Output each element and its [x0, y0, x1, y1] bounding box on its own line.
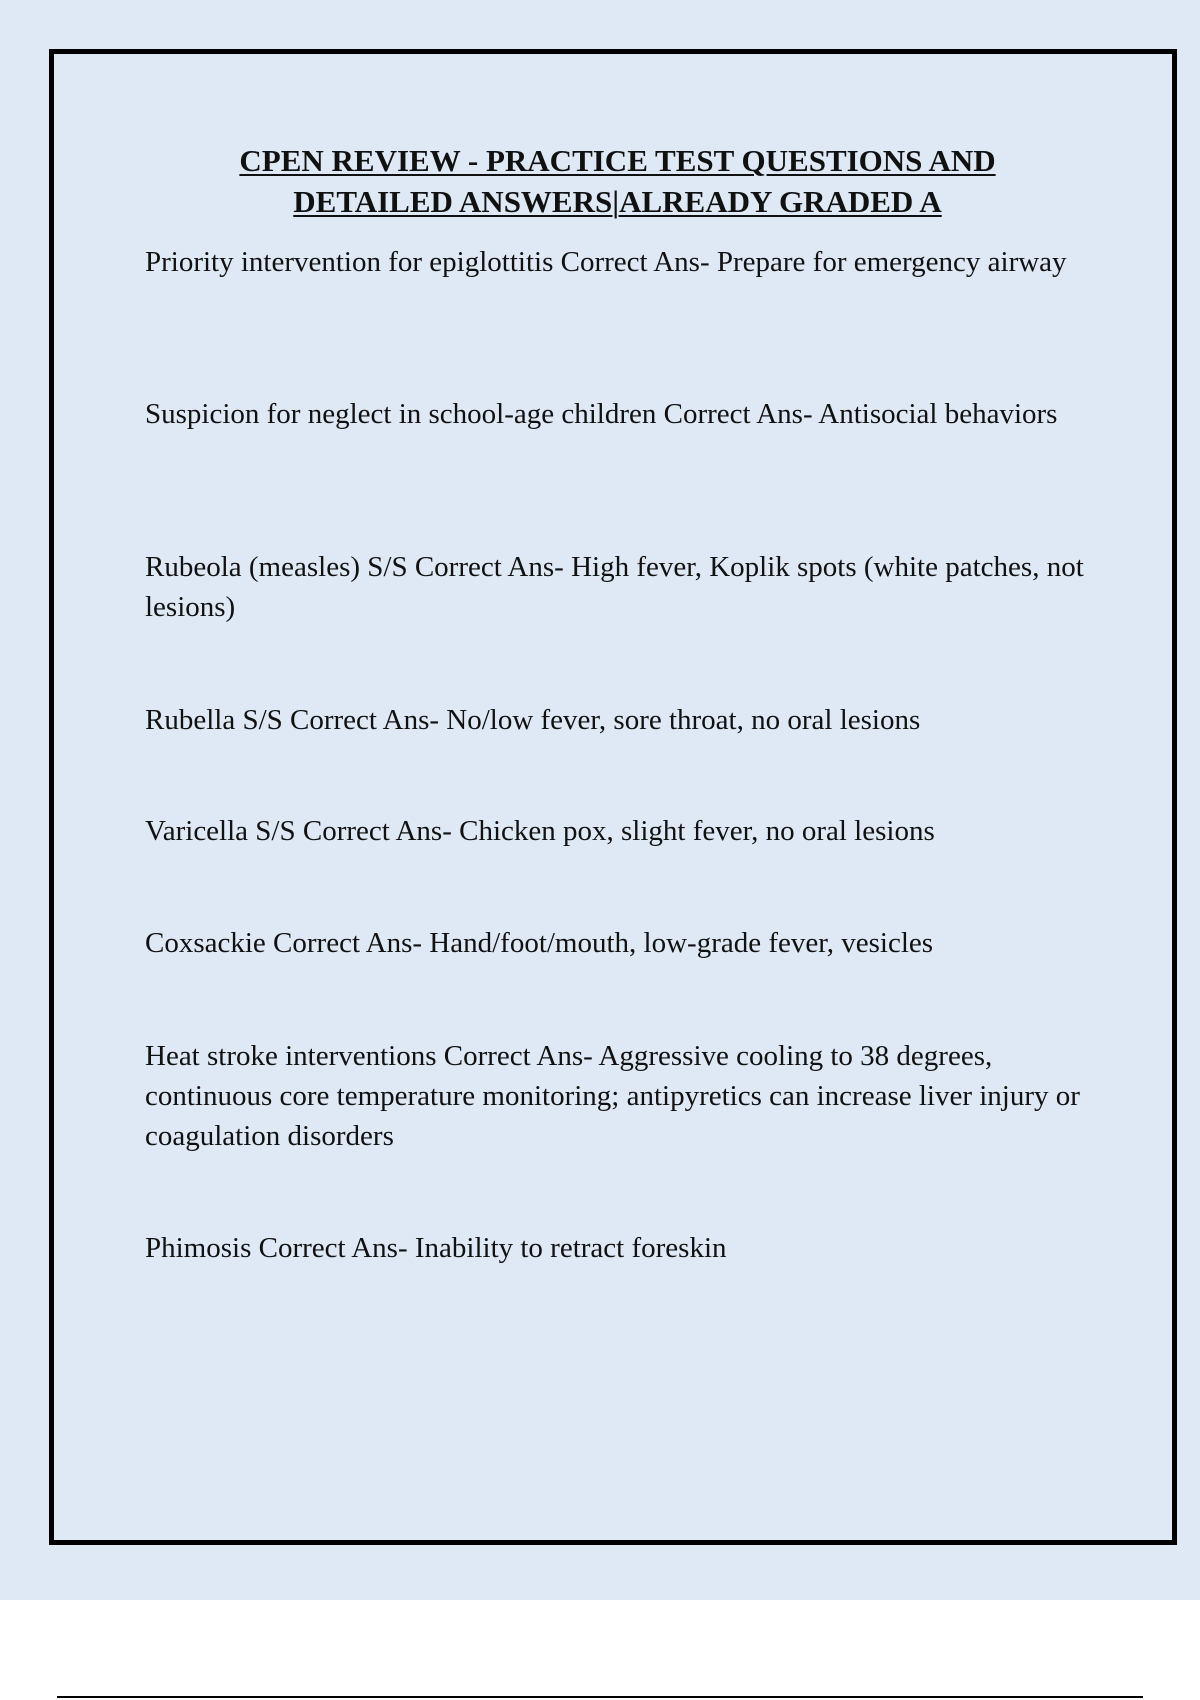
qa-item-coxsackie: Coxsackie Correct Ans- Hand/foot/mouth, low-grade fever, vesicles: [145, 927, 934, 959]
qa-item-varicella: Varicella S/S Correct Ans- Chicken pox, slight fever, no oral lesions: [145, 815, 935, 847]
qa-item-epiglottitis: Priority intervention for epiglottitis Correct Ans- Prepare for emergency airway: [145, 246, 1067, 278]
title-line-1: CPEN REVIEW - PRACTICE TEST QUESTIONS AND: [239, 143, 996, 178]
qa-item-rubella: Rubella S/S Correct Ans- No/low fever, sore throat, no oral lesions: [145, 704, 921, 736]
qa-item-heat-stroke: Heat stroke interventions Correct Ans- Aggressive cooling to 38 degrees, continuous core temperature monitoring; antipyretics can increase liver injury or coagulation disorders: [145, 1040, 1080, 1152]
title-line-2: DETAILED ANSWERS|ALREADY GRADED A: [293, 184, 942, 219]
qa-item-neglect: Suspicion for neglect in school-age children Correct Ans- Antisocial behaviors: [145, 398, 1058, 430]
footer-rule: [57, 1696, 1143, 1698]
document-title: [130, 140, 1105, 222]
qa-item-rubeola: Rubeola (measles) S/S Correct Ans- High fever, Koplik spots (white patches, not lesions): [145, 551, 1084, 623]
qa-item-phimosis: Phimosis Correct Ans- Inability to retract foreskin: [145, 1232, 727, 1264]
